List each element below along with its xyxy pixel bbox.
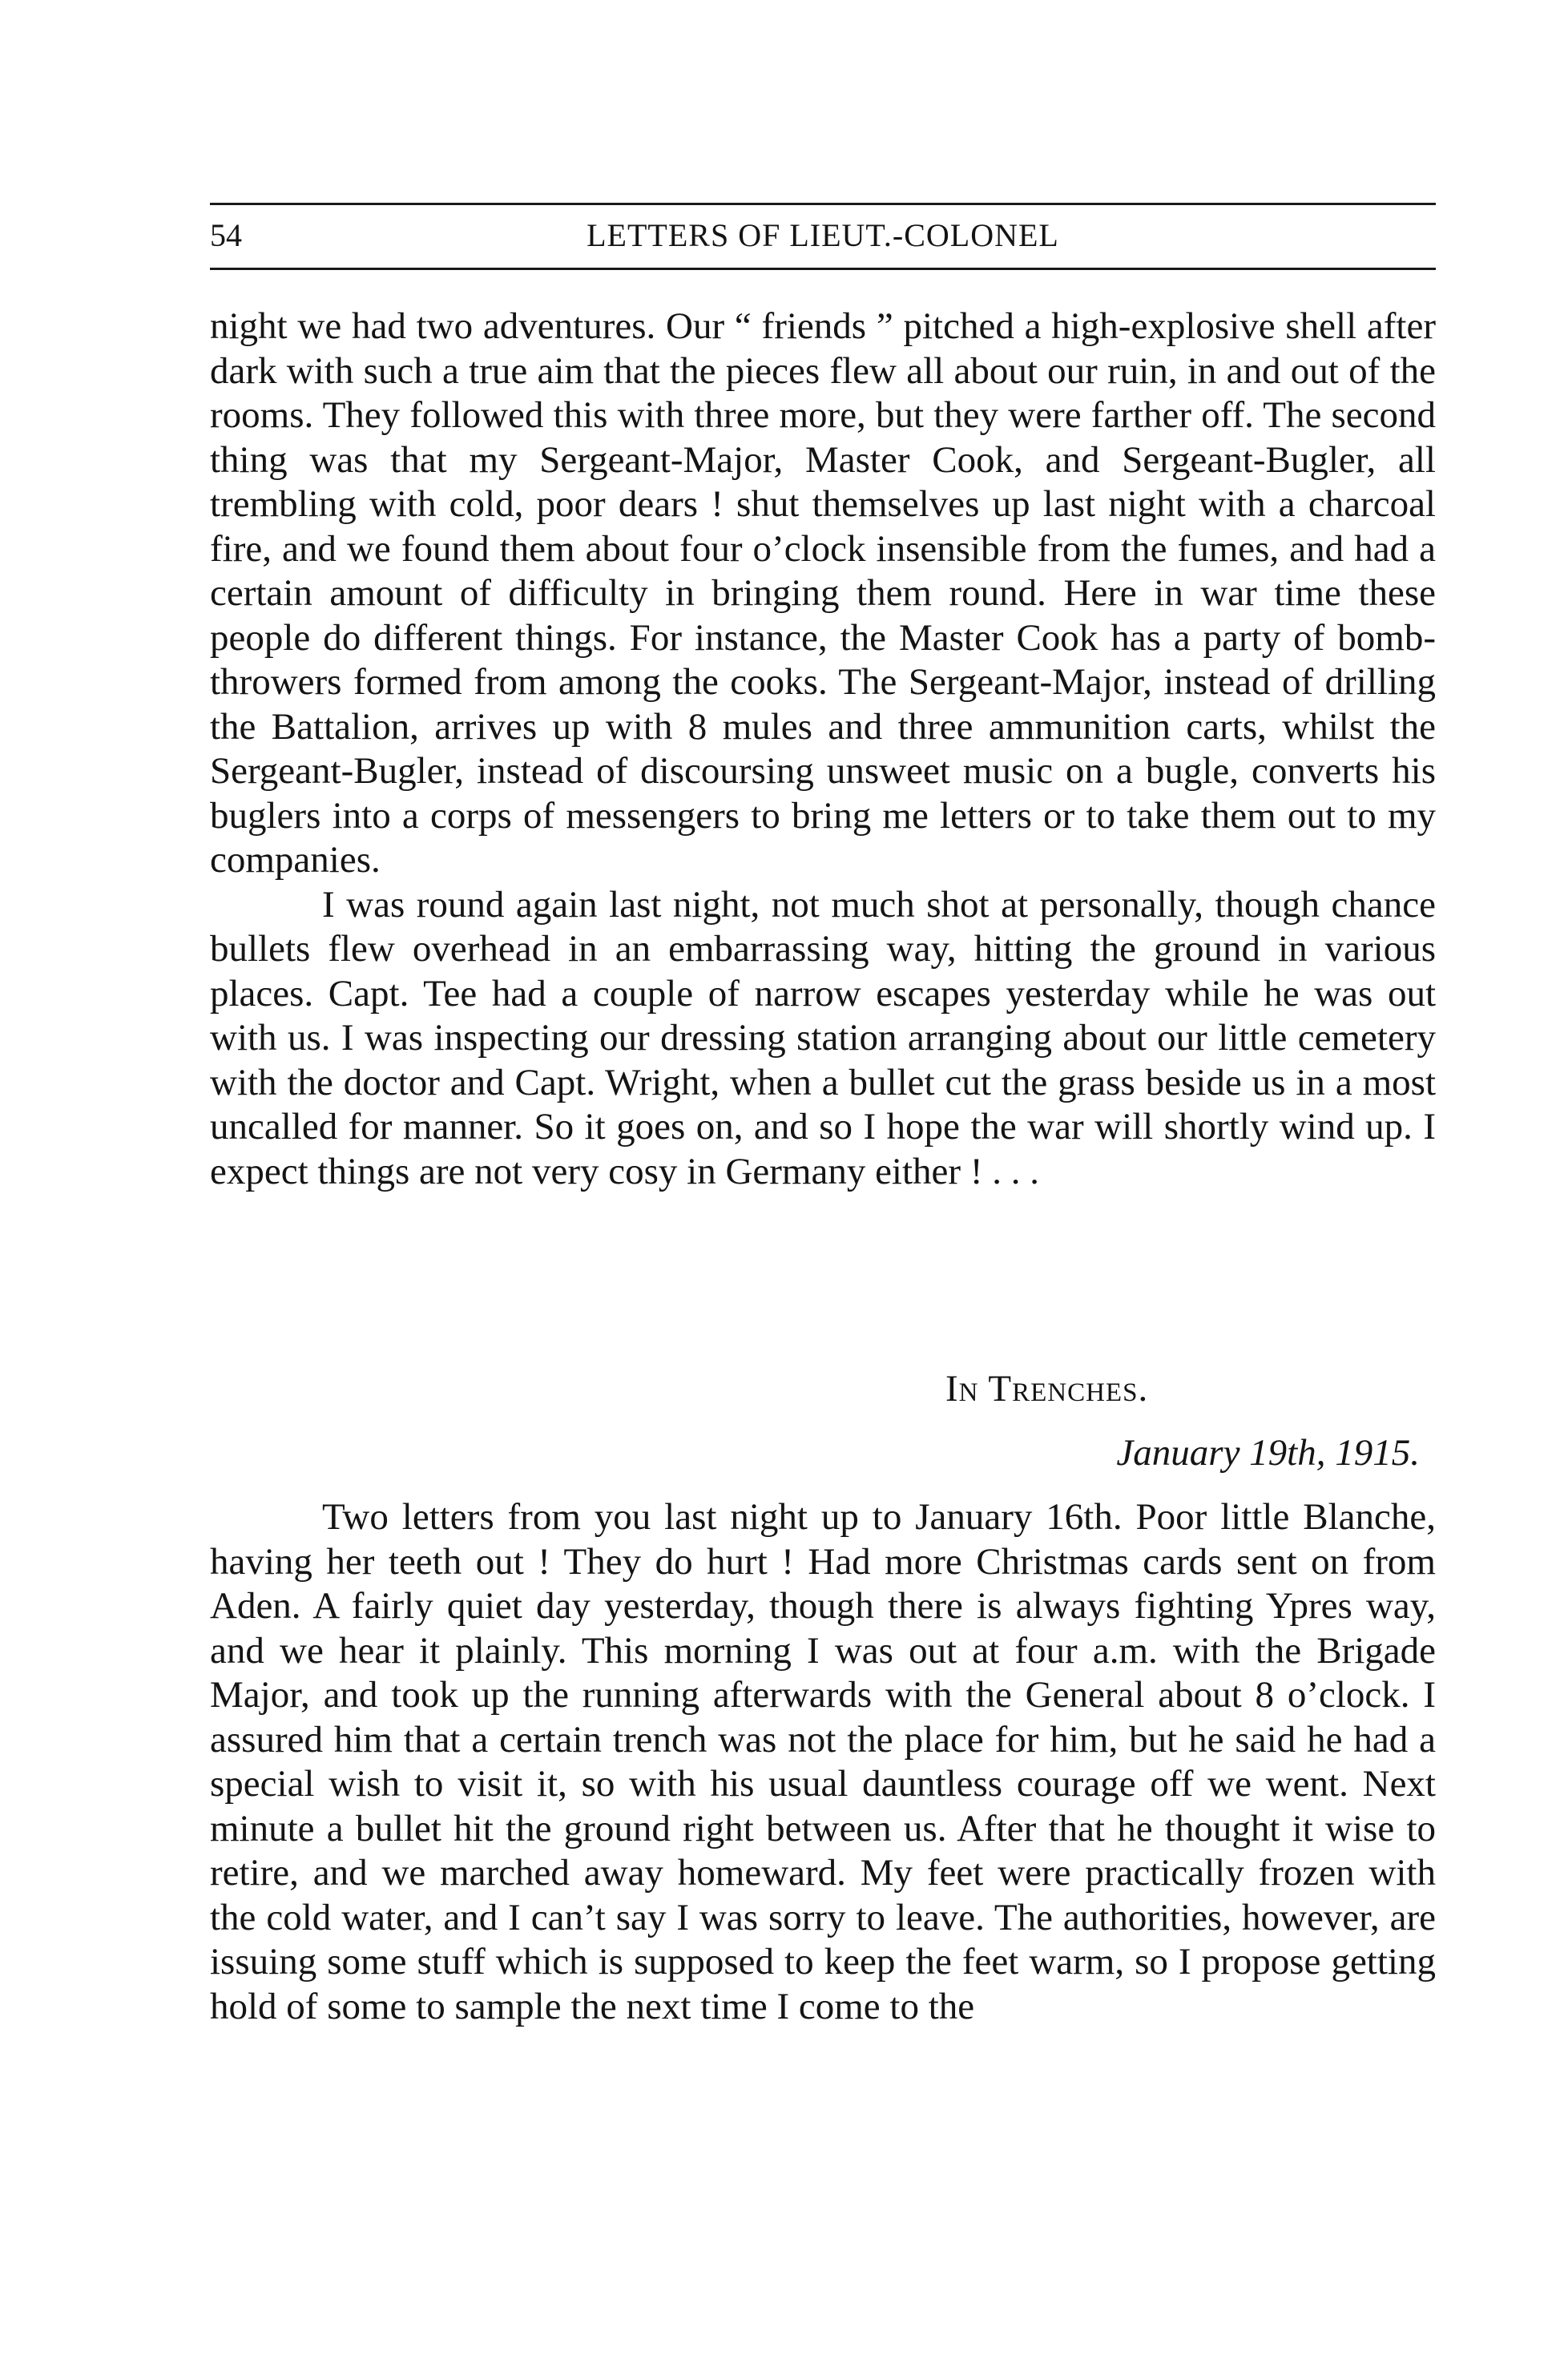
paragraph-2: I was round again last night, not much shot at personally, though chance bullets flew overhead in an embarrassing way, hitting the ground in various places. Capt. Tee had a couple of narrow escapes yesterday while he was out with us. I was inspecting our dressing station arranging about our little cemetery with the doctor and Capt. Wright, when a bullet cut the grass beside us in a most uncalled for manner. So it goes on, and so I hope the war will shortly wind up. I expect things are not very cosy in Germany either ! . . . — [210, 883, 1436, 1192]
paragraph-1: night we had two adventures. Our “ friends ” pitched a high-explosive shell after dark with such a true aim that the pieces flew all about our ruin, in and out of the rooms. They followed this with three more, but they were farther off. The second thing was that my Sergeant-Major, Master Cook, and Sergeant-Bugler, all trembling with cold, poor dears ! shut themselves up last night with a charcoal fire, and we found them about four o’clock insensible from the fumes, and had a certain amount of difficulty in bringing them round. Here in war time these people do different things. For instance, the Master Cook has a party of bomb-throwers formed from among the cooks. The Sergeant-Major, instead of drilling the Battalion, arrives up with 8 mules and three ammunition carts, whilst the Sergeant-Bugler, instead of discoursing unsweet music on a bugle, converts his buglers into a corps of messengers to bring me letters or to take them out to my companies. — [210, 305, 1436, 881]
new-letter-body — [210, 1495, 1436, 2029]
letter-place: In Trenches. — [945, 1368, 1149, 1410]
letter-continuation — [210, 305, 1436, 1194]
running-head: LETTERS OF LIEUT.-COLONEL — [586, 217, 1059, 253]
page-number: 54 — [210, 217, 242, 253]
letter-heading — [210, 1366, 1436, 1475]
paragraph-3: Two letters from you last night up to January 16th. Poor little Blanche, having her teeth out ! They do hurt ! Had more Christmas cards sent on from Aden. A fairly quiet day yesterday, though there is always fighting Ypres way, and we hear it plainly. This morning I was out at four a.m. with the Brigade Major, and took up the running afterwards with the General about 8 o’clock. I assured him that a certain trench was not the place for him, but he said he had a special wish to visit it, so with his usual dauntless courage off we went. Next minute a bullet hit the ground right between us. After that he thought it wise to retire, and we marched away homeward. My feet were practically frozen with the cold water, and I can’t say I was sorry to leave. The authorities, however, are issuing some stuff which is supposed to keep the feet warm, so I propose getting hold of some to sample the next time I come to the — [210, 1496, 1436, 2027]
letter-date: January 19th, 1915. — [1116, 1432, 1420, 1474]
page-header — [210, 203, 1436, 270]
